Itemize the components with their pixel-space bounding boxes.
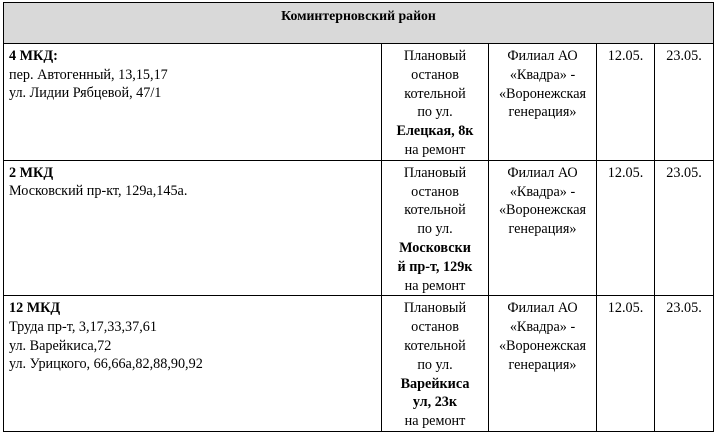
organization-cell <box>489 160 597 296</box>
boiler-street: ул, 23к <box>412 394 458 411</box>
reason-line: останов <box>411 66 459 83</box>
org-line: «Воронежская <box>498 202 587 219</box>
address-cell <box>4 160 382 296</box>
reason-tail: на ремонт <box>404 413 466 430</box>
address-cell <box>4 296 382 432</box>
boiler-street: Елецкая, 8к <box>396 123 474 140</box>
reason-line: останов <box>411 183 459 200</box>
building-count: 2 МКД <box>9 164 54 181</box>
table-row <box>4 296 714 432</box>
address-line: ул. Лидии Рябцевой, 47/1 <box>9 85 162 102</box>
reason-line: по ул. <box>417 356 453 373</box>
boiler-street: Варейкиса <box>400 375 470 392</box>
org-line: Филиал АО <box>507 300 578 317</box>
reason-line: котельной <box>404 337 466 354</box>
address-line: пер. Автогенный, 13,15,17 <box>9 66 168 83</box>
reason-line: по ул. <box>417 104 453 121</box>
district-header-row <box>4 3 714 44</box>
organization-cell <box>489 296 597 432</box>
org-line: Филиал АО <box>507 164 578 181</box>
address-cell <box>4 44 382 161</box>
org-line: Филиал АО <box>507 48 578 64</box>
table-row <box>4 160 714 296</box>
start-date: 12.05. <box>597 160 655 296</box>
boiler-street: й пр-т, 129к <box>397 258 473 275</box>
org-line: генерация» <box>508 104 577 121</box>
reason-tail: на ремонт <box>404 277 466 294</box>
building-count: 4 МКД: <box>9 48 58 64</box>
reason-line: по ул. <box>417 221 453 238</box>
org-line: генерация» <box>508 221 577 238</box>
start-date: 12.05. <box>597 296 655 432</box>
address-line: Московский пр-кт, 129а,145а. <box>9 183 188 200</box>
organization-cell <box>489 44 597 161</box>
org-line: генерация» <box>508 356 577 373</box>
address-line: Труда пр-т, 3,17,33,37,61 <box>9 318 157 335</box>
reason-cell <box>382 44 489 161</box>
reason-cell <box>382 296 489 432</box>
org-line: «Квадра» - <box>509 183 576 200</box>
end-date: 23.05. <box>655 44 714 161</box>
org-line: «Квадра» - <box>509 66 576 83</box>
end-date: 23.05. <box>655 296 714 432</box>
reason-cell <box>382 160 489 296</box>
org-line: «Воронежская <box>498 85 587 102</box>
org-line: «Воронежская <box>498 337 587 354</box>
reason-line: Плановый <box>403 164 467 181</box>
building-count: 12 МКД <box>9 300 61 317</box>
reason-line: останов <box>411 319 459 336</box>
reason-line: котельной <box>404 202 466 219</box>
address-line: ул. Урицкого, 66,66а,82,88,90,92 <box>9 356 203 373</box>
reason-tail: на ремонт <box>404 141 466 158</box>
org-line: «Квадра» - <box>509 319 576 336</box>
boiler-street: Московски <box>399 239 471 256</box>
table-row <box>4 44 714 161</box>
reason-line: Плановый <box>403 300 467 317</box>
address-line: ул. Варейкиса,72 <box>9 337 112 354</box>
outage-table <box>3 2 714 432</box>
end-date: 23.05. <box>655 160 714 296</box>
reason-line: котельной <box>404 85 466 102</box>
reason-line: Плановый <box>403 48 467 64</box>
start-date: 12.05. <box>597 44 655 161</box>
district-title: Коминтерновский район <box>4 3 714 44</box>
